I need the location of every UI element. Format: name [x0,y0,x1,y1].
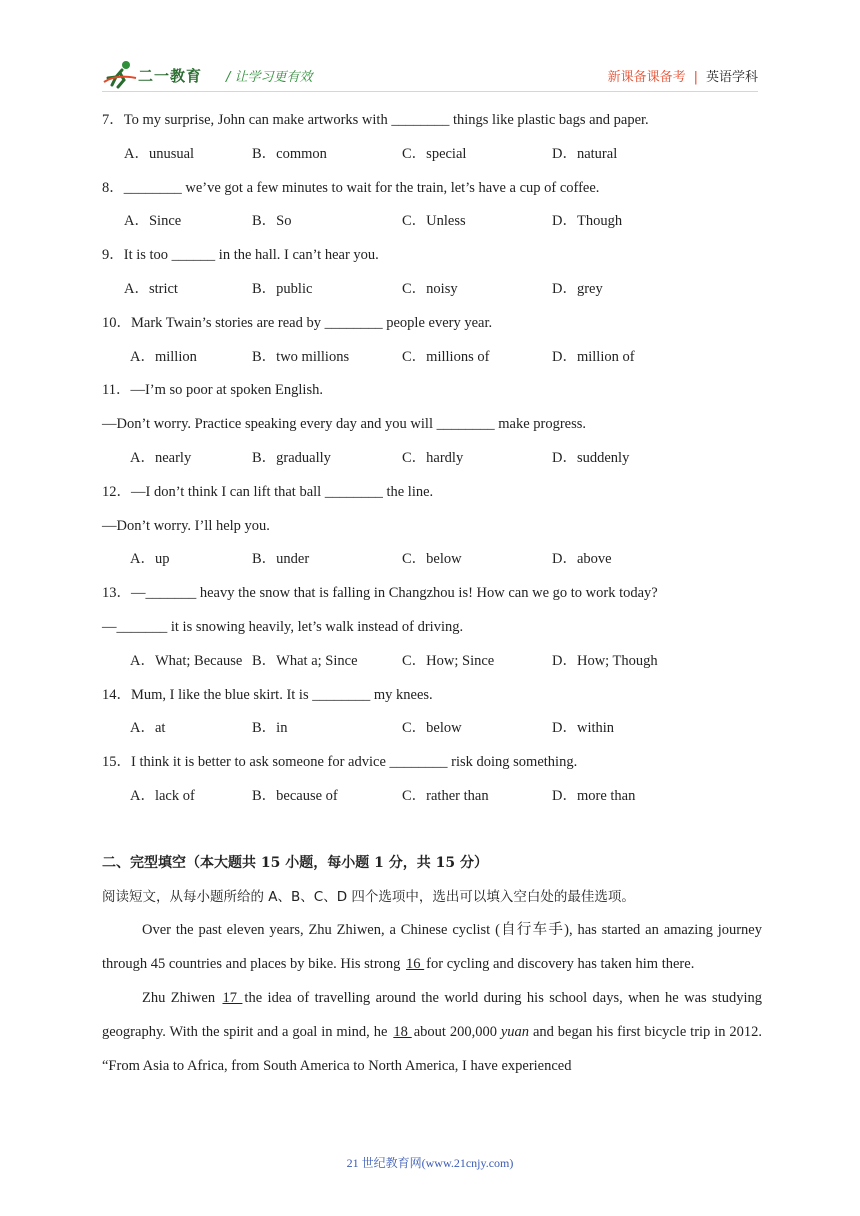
slogan: / 让学习更有效 [226,70,313,85]
options-row [102,138,762,172]
option-b: B．common [252,145,327,162]
question-stem: 14．Mum, I like the blue skirt. It is ________ my knees. [102,686,433,703]
passage-text: Over the past eleven years, Zhu Zhiwen, a Chinese cyclist (自行车手), has started an amazing journey through 45 countries and places by bike. His strong [102,922,762,973]
option-a: A．million [130,348,197,365]
question-stem: 8．________ we’ve got a few minutes to wait for the train, let’s have a cup of coffee. [102,179,600,196]
question-stem: 9．It is too ______ in the hall. I can’t hear you. [102,247,379,264]
option-c: C．special [402,145,467,162]
section-instruction: 阅读短文，从每小题所给的 A、B、C、D 四个选项中，选出可以填入空白处的最佳选项。 [102,888,635,905]
option-d: D．within [552,720,615,737]
option-c: C．How; Since [402,652,495,669]
option-a: A．nearly [130,449,192,466]
option-c: C．below [402,720,462,737]
options-row [102,712,762,746]
option-b: B．What a; Since [252,652,358,669]
blank-17: 17 [222,989,243,1006]
page-header [102,58,758,92]
runner-logo-icon [102,60,138,90]
logo-text: 二一教育 [138,67,203,85]
options-row [102,205,762,239]
question-stem: 12．—I don’t think I can lift that ball ________ the line. [102,483,434,500]
option-c: C．hardly [402,449,464,466]
question-stem: 15．I think it is better to ask someone for advice ________ risk doing something. [102,754,578,771]
option-d: D．above [552,551,612,568]
option-d: D．natural [552,145,618,162]
passage-text: for cycling and discovery has taken him there. [426,956,695,973]
passage-text: about 200,000 [413,1023,501,1040]
passage-paragraph [102,982,762,1083]
page-footer: 21 世纪教育网(www.21cnjy.com) [346,1156,514,1170]
option-a: A．Since [124,213,182,230]
logo [102,60,212,90]
option-b: B．gradually [252,449,331,466]
question-stem: 11．—I’m so poor at spoken English. [102,382,323,399]
header-separator: | [693,70,698,85]
option-a: A．unusual [124,145,195,162]
option-b: B．So [252,213,292,230]
subject-label: 英语学科 [705,70,758,85]
option-b: B．public [252,280,313,297]
question-stem-reply: —Don’t worry. I’ll help you. [102,517,270,534]
options-row [102,273,762,307]
option-c: C．Unless [402,213,466,230]
passage-text: and began his first bicycle trip in 2012. “From Asia to Africa, from South America to North America, I have experienced [102,1023,763,1074]
option-b: B．two millions [252,348,350,365]
option-a: A．up [130,551,170,568]
blank-16: 16 [406,956,425,973]
option-d: D．suddenly [552,449,630,466]
option-d: D．Though [552,213,623,230]
options-row [102,341,762,375]
option-c: C．millions of [402,348,490,365]
options-row [102,442,762,476]
option-c: C．below [402,551,462,568]
question-stem-reply: —Don’t worry. Practice speaking every day and you will ________ make progress. [102,416,587,433]
option-d: D．How; Though [552,652,658,669]
section-heading: 二、完型填空（本大题共 15 小题，每小题 1 分，共 15 分） [102,854,488,871]
option-a: A．strict [124,280,178,297]
option-d: D．million of [552,348,635,365]
passage-text: the idea of travelling around the world during his school days, when he was studying geography. With the spirit and a goal in mind, he [102,989,763,1040]
question-stem: 10．Mark Twain’s stories are read by ________ people every year. [102,314,493,331]
option-d: D．grey [552,280,603,297]
question-stem: 7．To my surprise, John can make artworks with ________ things like plastic bags and paper. [102,112,649,128]
option-d: D．more than [552,787,636,804]
options-row [102,780,762,814]
passage-paragraph [102,914,762,982]
option-c: C．rather than [402,787,489,804]
option-b: B．under [252,551,310,568]
option-b: B．in [252,720,288,737]
option-a: A．lack of [130,787,195,804]
document-body [102,104,762,1083]
option-b: B．because of [252,787,338,804]
passage-italic-word: yuan [500,1023,530,1040]
blank-18: 18 [393,1023,412,1040]
options-row [102,645,762,679]
option-a: A．What; Because [130,652,243,669]
passage-text: Zhu Zhiwen [142,989,221,1006]
header-divider [102,91,758,92]
header-right [608,66,758,85]
options-row [102,543,762,577]
question-stem-reply: —_______ it is snowing heavily, let’s walk instead of driving. [102,618,464,635]
question-stem: 13．—_______ heavy the snow that is falling in Changzhou is! How can we go to work today? [102,585,658,602]
option-c: C．noisy [402,280,458,297]
header-label: 新课备课备考 [607,70,686,85]
option-a: A．at [130,720,166,737]
